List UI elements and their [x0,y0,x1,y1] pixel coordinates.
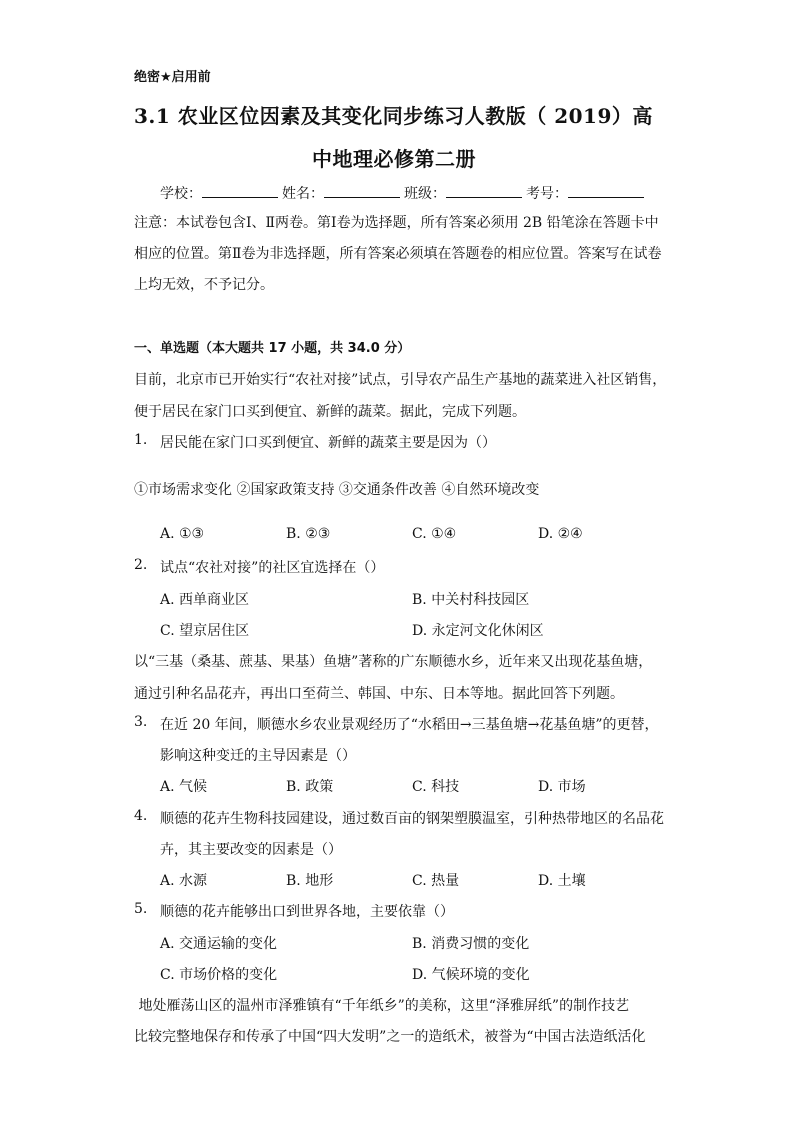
title-line-1: 3.1 农业区位因素及其变化同步练习人教版（ 2019）高 [134,104,653,128]
confidential-label: 绝密★启用前 [134,70,211,85]
exam-notice: 注意：本试卷包含Ⅰ、Ⅱ两卷。第Ⅰ卷为选择题，所有答案必须用 2B 铅笔涂在答题卡中相应的位置。第Ⅱ卷为非选择题，所有答案必须填在答题卷的相应位置。答案写在试卷上均无效，不予记分。 [134,215,662,293]
school-blank[interactable] [202,183,278,198]
question-1-option-d[interactable]: D. ②④ [538,526,583,542]
name-blank[interactable] [324,183,400,198]
intro-3-line-1: 地处雁荡山区的温州市泽雅镇有“千年纸乡”的美称，这里“泽雅屏纸”的制作技艺 [134,998,630,1014]
section-title: 一、单选题（本大题共 17 小题，共 34.0 分） [134,341,411,356]
question-4-option-c[interactable]: C. 热量 [412,873,460,889]
question-5-option-d[interactable]: D. 气候环境的变化 [412,967,530,983]
question-1-text: 居民能在家门口买到便宜、新鲜的蔬菜主要是因为（） [160,435,496,451]
question-4-option-a[interactable]: A. 水源 [160,873,208,889]
class-blank[interactable] [446,183,522,198]
intro-1-line-1: 目前，北京市已开始实行“农社对接”试点，引导农产品生产基地的蔬菜进入社区销售， [134,372,667,388]
name-label: 姓名： [282,186,324,202]
question-3-option-b[interactable]: B. 政策 [286,779,334,795]
question-2-option-b[interactable]: B. 中关村科技园区 [412,592,530,608]
question-2-option-a[interactable]: A. 西单商业区 [160,592,250,608]
question-5-number: 5. [134,901,148,917]
question-2-text: 试点“农社对接”的社区宜选择在（） [160,560,385,576]
question-1-option-a[interactable]: A. ①③ [160,526,205,542]
student-info-row [160,183,648,203]
exam-number-blank[interactable] [568,183,644,198]
class-label: 班级： [404,186,446,202]
question-3-number: 3. [134,714,148,730]
question-4-number: 4. [134,808,148,824]
question-3-option-c[interactable]: C. 科技 [412,779,460,795]
question-2-option-c[interactable]: C. 望京居住区 [160,623,250,639]
intro-2-line-1: 以“三基（桑基、蔗基、果基）鱼塘”著称的广东顺德水乡，近年来又出现花基鱼塘， [134,654,653,670]
question-1-option-c[interactable]: C. ①④ [412,526,457,542]
question-3-line-1: 在近 20 年间，顺德水乡农业景观经历了“水稻田→三基鱼塘→花基鱼塘”的更替， [160,717,659,733]
question-4-line-2: 卉，其主要改变的因素是（） [160,842,342,858]
intro-1-line-2: 便于居民在家门口买到便宜、新鲜的蔬菜。据此，完成下列题。 [134,404,526,420]
question-5-option-b[interactable]: B. 消费习惯的变化 [412,936,530,952]
intro-3-line-2: 比较完整地保存和传承了中国“四大发明”之一的造纸术，被誉为“中国古法造纸活化 [134,1029,646,1045]
question-3-option-d[interactable]: D. 市场 [538,779,586,795]
question-4-option-b[interactable]: B. 地形 [286,873,334,889]
question-4-line-1: 顺德的花卉生物科技园建设，通过数百亩的钢架塑膜温室，引种热带地区的名品花 [160,811,664,827]
question-2-number: 2. [134,557,148,573]
question-1-number: 1. [134,432,148,448]
exam-number-label: 考号： [526,186,568,202]
title-line-2: 中地理必修第二册 [312,147,476,171]
question-4-option-d[interactable]: D. 土壤 [538,873,586,889]
question-5-option-c[interactable]: C. 市场价格的变化 [160,967,278,983]
school-label: 学校： [160,186,202,202]
question-1-option-b[interactable]: B. ②③ [286,526,331,542]
question-5-text: 顺德的花卉能够出口到世界各地，主要依靠（） [160,904,454,920]
question-5-option-a[interactable]: A. 交通运输的变化 [160,936,278,952]
question-1-factors: ①市场需求变化 ②国家政策支持 ③交通条件改善 ④自然环境改变 [134,482,540,498]
question-2-option-d[interactable]: D. 永定河文化休闲区 [412,623,544,639]
question-3-line-2: 影响这种变迁的主导因素是（） [160,748,356,764]
question-3-option-a[interactable]: A. 气候 [160,779,208,795]
intro-2-line-2: 通过引种名品花卉，再出口至荷兰、韩国、中东、日本等地。据此回答下列题。 [134,686,624,702]
